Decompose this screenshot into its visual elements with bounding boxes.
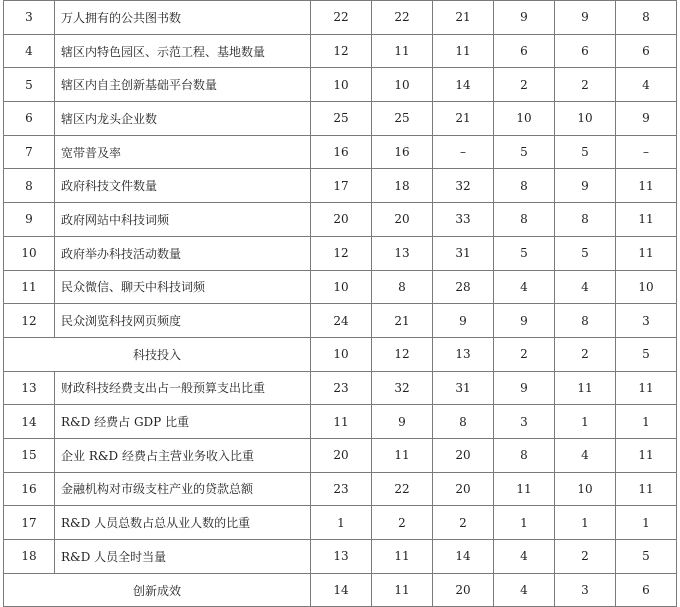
value-cell: 31 [433, 236, 494, 270]
value-cell: 32 [372, 371, 433, 405]
row-number: 13 [4, 371, 55, 405]
section-label: 创新成效 [4, 573, 311, 607]
value-cell: 5 [555, 135, 616, 169]
value-cell: 31 [433, 371, 494, 405]
row-number: 6 [4, 102, 55, 136]
value-cell: 6 [494, 34, 555, 68]
table-row [4, 472, 677, 506]
value-cell: 8 [372, 270, 433, 304]
value-cell: 11 [372, 438, 433, 472]
row-number: 17 [4, 506, 55, 540]
table-row [4, 1, 677, 35]
value-cell: 21 [433, 102, 494, 136]
value-cell: 8 [494, 169, 555, 203]
table-row [4, 270, 677, 304]
value-cell: 18 [372, 169, 433, 203]
value-cell: – [616, 135, 677, 169]
value-cell: 5 [494, 135, 555, 169]
value-cell: 20 [311, 438, 372, 472]
table-row [4, 371, 677, 405]
value-cell: 2 [555, 68, 616, 102]
table-row [4, 68, 677, 102]
indicator-name: R&D 人员全时当量 [55, 540, 311, 574]
value-cell: 14 [433, 540, 494, 574]
table-row [4, 304, 677, 338]
value-cell: 4 [555, 270, 616, 304]
row-number: 16 [4, 472, 55, 506]
row-number: 9 [4, 203, 55, 237]
indicator-table [3, 0, 677, 607]
value-cell: – [433, 135, 494, 169]
value-cell: 11 [616, 169, 677, 203]
indicator-name: 政府科技文件数量 [55, 169, 311, 203]
value-cell: 32 [433, 169, 494, 203]
indicator-name: R&D 经费占 GDP 比重 [55, 405, 311, 439]
value-cell: 11 [494, 472, 555, 506]
indicator-name: 民众浏览科技网页频度 [55, 304, 311, 338]
value-cell: 9 [494, 304, 555, 338]
value-cell: 6 [555, 34, 616, 68]
value-cell: 11 [555, 371, 616, 405]
value-cell: 9 [555, 169, 616, 203]
value-cell: 6 [616, 34, 677, 68]
row-number: 18 [4, 540, 55, 574]
value-cell: 1 [311, 506, 372, 540]
row-number: 7 [4, 135, 55, 169]
value-cell: 10 [372, 68, 433, 102]
value-cell: 10 [616, 270, 677, 304]
value-cell: 14 [311, 573, 372, 607]
value-cell: 14 [433, 68, 494, 102]
indicator-name: 辖区内自主创新基础平台数量 [55, 68, 311, 102]
value-cell: 4 [494, 573, 555, 607]
value-cell: 20 [433, 472, 494, 506]
value-cell: 4 [494, 270, 555, 304]
table-row [4, 169, 677, 203]
table-row [4, 135, 677, 169]
value-cell: 13 [311, 540, 372, 574]
table-row [4, 203, 677, 237]
indicator-name: 政府举办科技活动数量 [55, 236, 311, 270]
row-number: 11 [4, 270, 55, 304]
table-row [4, 236, 677, 270]
value-cell: 11 [372, 34, 433, 68]
value-cell: 11 [616, 472, 677, 506]
value-cell: 1 [494, 506, 555, 540]
value-cell: 1 [616, 405, 677, 439]
row-number: 14 [4, 405, 55, 439]
value-cell: 12 [311, 236, 372, 270]
value-cell: 1 [555, 405, 616, 439]
value-cell: 20 [311, 203, 372, 237]
value-cell: 9 [494, 371, 555, 405]
row-number: 15 [4, 438, 55, 472]
value-cell: 4 [555, 438, 616, 472]
value-cell: 4 [616, 68, 677, 102]
value-cell: 9 [555, 1, 616, 35]
value-cell: 5 [555, 236, 616, 270]
value-cell: 4 [494, 540, 555, 574]
indicator-name: R&D 人员总数占总从业人数的比重 [55, 506, 311, 540]
value-cell: 8 [616, 1, 677, 35]
value-cell: 8 [555, 304, 616, 338]
value-cell: 2 [372, 506, 433, 540]
row-number: 4 [4, 34, 55, 68]
value-cell: 2 [494, 337, 555, 371]
value-cell: 16 [372, 135, 433, 169]
value-cell: 33 [433, 203, 494, 237]
value-cell: 11 [616, 438, 677, 472]
section-row [4, 337, 677, 371]
value-cell: 2 [494, 68, 555, 102]
value-cell: 11 [616, 371, 677, 405]
row-number: 12 [4, 304, 55, 338]
value-cell: 8 [555, 203, 616, 237]
indicator-name: 金融机构对市级支柱产业的贷款总额 [55, 472, 311, 506]
section-row [4, 573, 677, 607]
value-cell: 25 [372, 102, 433, 136]
table-row [4, 506, 677, 540]
value-cell: 10 [311, 270, 372, 304]
value-cell: 25 [311, 102, 372, 136]
table-row [4, 34, 677, 68]
value-cell: 9 [433, 304, 494, 338]
value-cell: 5 [616, 337, 677, 371]
table-row [4, 102, 677, 136]
value-cell: 11 [433, 34, 494, 68]
value-cell: 23 [311, 472, 372, 506]
indicator-name: 财政科技经费支出占一般预算支出比重 [55, 371, 311, 405]
value-cell: 20 [372, 203, 433, 237]
value-cell: 8 [494, 203, 555, 237]
section-label: 科技投入 [4, 337, 311, 371]
value-cell: 13 [433, 337, 494, 371]
value-cell: 22 [372, 1, 433, 35]
value-cell: 23 [311, 371, 372, 405]
indicator-name: 企业 R&D 经费占主营业务收入比重 [55, 438, 311, 472]
row-number: 10 [4, 236, 55, 270]
value-cell: 10 [555, 102, 616, 136]
value-cell: 13 [372, 236, 433, 270]
value-cell: 8 [494, 438, 555, 472]
value-cell: 10 [311, 337, 372, 371]
value-cell: 22 [372, 472, 433, 506]
value-cell: 11 [372, 573, 433, 607]
value-cell: 1 [555, 506, 616, 540]
value-cell: 10 [311, 68, 372, 102]
table-row [4, 405, 677, 439]
table-row [4, 438, 677, 472]
row-number: 5 [4, 68, 55, 102]
value-cell: 3 [494, 405, 555, 439]
value-cell: 9 [616, 102, 677, 136]
value-cell: 11 [616, 236, 677, 270]
value-cell: 21 [433, 1, 494, 35]
indicator-name: 辖区内特色园区、示范工程、基地数量 [55, 34, 311, 68]
indicator-table-body [4, 1, 677, 607]
value-cell: 20 [433, 573, 494, 607]
value-cell: 17 [311, 169, 372, 203]
value-cell: 12 [372, 337, 433, 371]
value-cell: 12 [311, 34, 372, 68]
value-cell: 3 [555, 573, 616, 607]
value-cell: 24 [311, 304, 372, 338]
value-cell: 9 [494, 1, 555, 35]
value-cell: 20 [433, 438, 494, 472]
indicator-name: 民众微信、聊天中科技词频 [55, 270, 311, 304]
value-cell: 22 [311, 1, 372, 35]
indicator-table-wrapper [3, 0, 677, 607]
indicator-name: 政府网站中科技词频 [55, 203, 311, 237]
value-cell: 3 [616, 304, 677, 338]
indicator-name: 辖区内龙头企业数 [55, 102, 311, 136]
value-cell: 28 [433, 270, 494, 304]
indicator-name: 万人拥有的公共图书数 [55, 1, 311, 35]
value-cell: 5 [494, 236, 555, 270]
value-cell: 10 [494, 102, 555, 136]
value-cell: 2 [555, 540, 616, 574]
value-cell: 16 [311, 135, 372, 169]
row-number: 8 [4, 169, 55, 203]
value-cell: 2 [433, 506, 494, 540]
value-cell: 5 [616, 540, 677, 574]
value-cell: 2 [555, 337, 616, 371]
value-cell: 8 [433, 405, 494, 439]
value-cell: 6 [616, 573, 677, 607]
indicator-name: 宽带普及率 [55, 135, 311, 169]
value-cell: 1 [616, 506, 677, 540]
value-cell: 11 [311, 405, 372, 439]
value-cell: 9 [372, 405, 433, 439]
value-cell: 21 [372, 304, 433, 338]
table-row [4, 540, 677, 574]
value-cell: 11 [616, 203, 677, 237]
value-cell: 11 [372, 540, 433, 574]
row-number: 3 [4, 1, 55, 35]
value-cell: 10 [555, 472, 616, 506]
